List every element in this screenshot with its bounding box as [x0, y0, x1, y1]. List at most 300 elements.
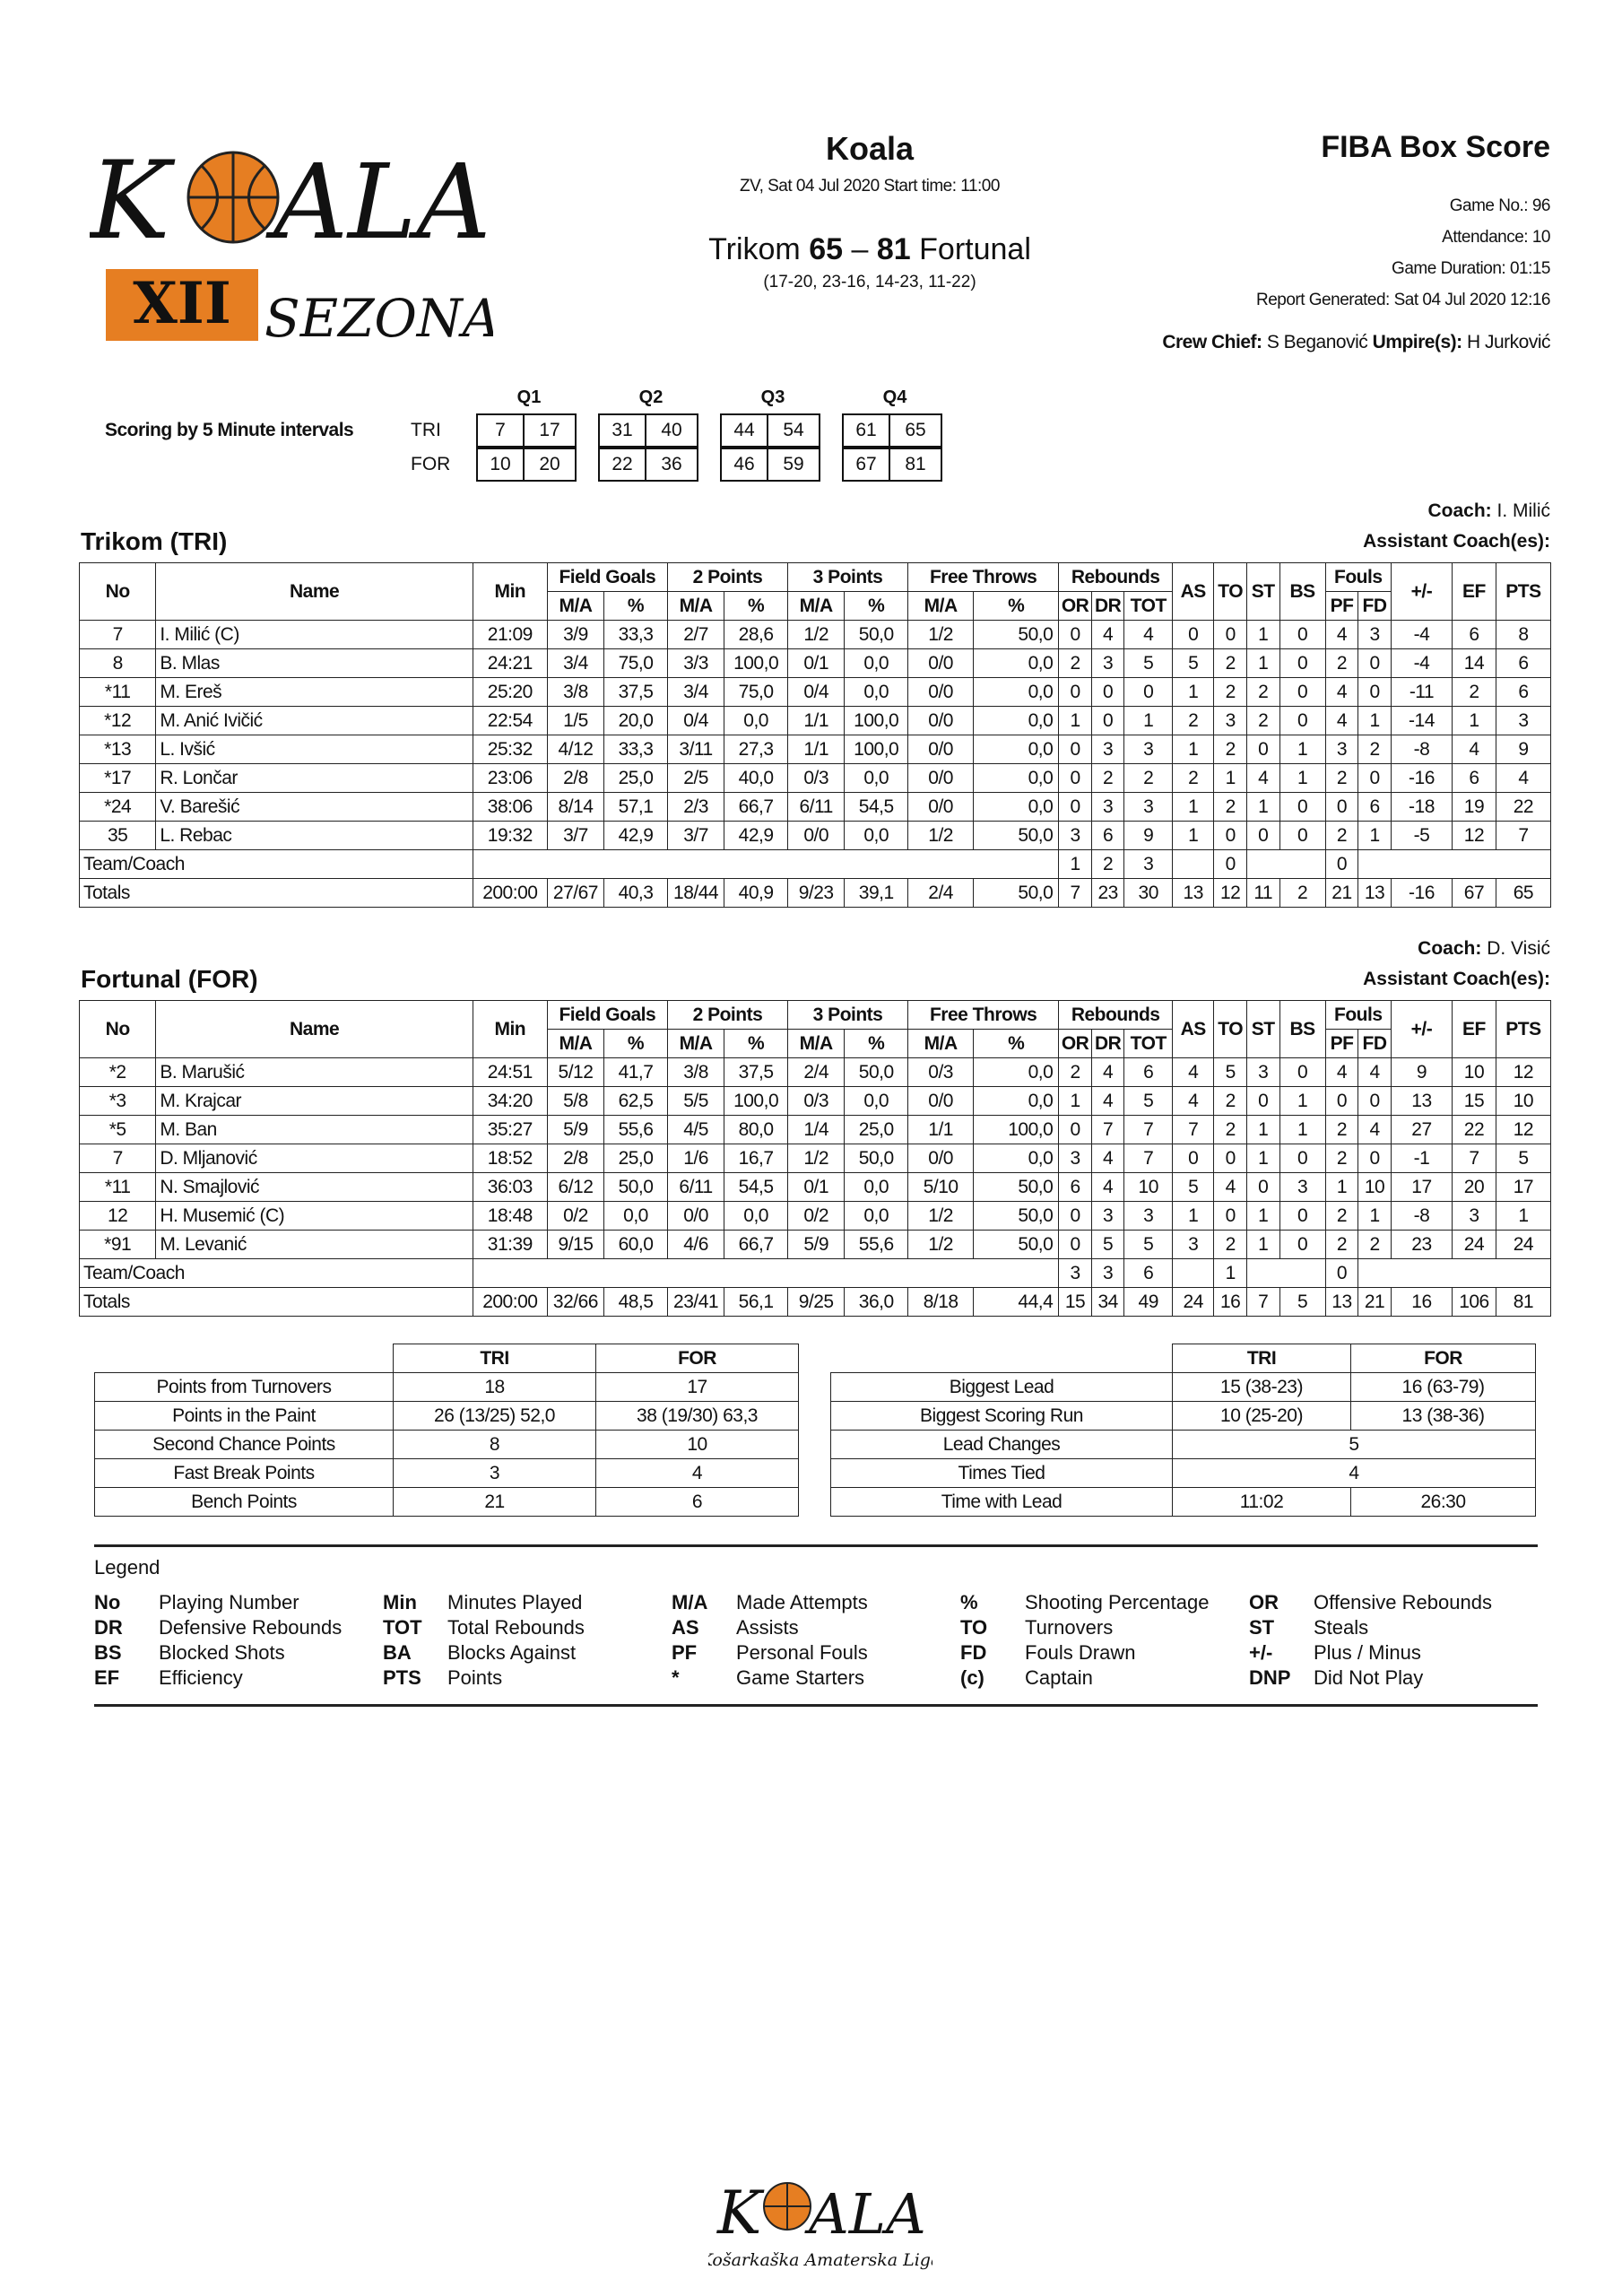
col-header-fg: Field Goals: [547, 1001, 667, 1030]
stat-cell: 0/0: [908, 707, 974, 735]
report-generated: Report Generated: Sat 04 Jul 2020 12:16: [1255, 291, 1550, 309]
totals-cell: 16: [1214, 1288, 1247, 1317]
stat-cell: 1/2: [908, 621, 974, 649]
coach-label: Coach:: [1427, 500, 1492, 521]
col-subheader-or: OR: [1059, 592, 1092, 621]
stat-cell: -8: [1391, 735, 1452, 764]
stat-cell: 3: [1214, 707, 1247, 735]
stat-cell: 3/4: [667, 678, 724, 707]
stat-cell: 31:39: [473, 1231, 547, 1259]
totals-cell: 65: [1496, 879, 1550, 908]
q3-header: Q3: [760, 387, 785, 407]
blank-header: [831, 1344, 1173, 1373]
stat-cell: *3: [80, 1087, 156, 1116]
stat-cell: 0: [1279, 793, 1325, 822]
stat-cell: 4/12: [547, 735, 603, 764]
totals-cell: 9/23: [787, 879, 844, 908]
stat-cell: 0: [1173, 621, 1214, 649]
stat-cell: 37,5: [604, 678, 668, 707]
stats-row: [831, 1402, 1536, 1431]
legend-value: Fouls Drawn: [1025, 1641, 1136, 1664]
stat-cell: 22:54: [473, 707, 547, 735]
legend-key: OR: [1249, 1591, 1279, 1613]
legend-item: [383, 1665, 585, 1691]
blank-cell: [1246, 1259, 1325, 1288]
stat-cell: 1: [1246, 649, 1279, 678]
stat-cell: 0: [1325, 1087, 1358, 1116]
stat-cell: -5: [1391, 822, 1452, 850]
stat-cell: 0: [1214, 1144, 1247, 1173]
stat-cell: 66,7: [724, 793, 788, 822]
interval-box: [720, 448, 820, 482]
stats-value: 26:30: [1351, 1488, 1536, 1517]
stats-value: 4: [1173, 1459, 1536, 1488]
stat-cell: 60,0: [604, 1231, 668, 1259]
legend-value: Did Not Play: [1314, 1666, 1424, 1689]
stats-value: 13 (38-36): [1351, 1402, 1536, 1431]
stat-cell: 5: [1124, 1231, 1173, 1259]
stat-cell: 24:21: [473, 649, 547, 678]
player-row: [80, 678, 1551, 707]
stat-cell: 0,0: [724, 1202, 788, 1231]
stat-cell: 50,0: [974, 621, 1059, 649]
stat-cell: 3/3: [667, 649, 724, 678]
col-subheader-pf: PF: [1325, 1030, 1358, 1058]
totals-cell: 13: [1358, 879, 1392, 908]
stat-cell: 0/0: [787, 822, 844, 850]
totals-cell: 8/18: [908, 1288, 974, 1317]
stat-cell: 0,0: [974, 707, 1059, 735]
stat-cell: 54,5: [724, 1173, 788, 1202]
interval-value: 31: [600, 415, 646, 446]
footer-tagline: Košarkaška Amaterska Liga: [708, 2250, 932, 2270]
stat-cell: *11: [80, 678, 156, 707]
stat-cell: 0,0: [845, 678, 908, 707]
stat-cell: 0: [1279, 1202, 1325, 1231]
stat-cell: 4: [1358, 1058, 1392, 1087]
legend-key: PTS: [383, 1666, 421, 1689]
stat-cell: 1/2: [908, 1231, 974, 1259]
stat-cell: 2: [1214, 1087, 1247, 1116]
stat-cell: 1/2: [787, 621, 844, 649]
stat-cell: 4: [1214, 1173, 1247, 1202]
stat-cell: 3: [1124, 793, 1173, 822]
stats-value: 6: [596, 1488, 799, 1517]
totals-cell: 7: [1246, 1288, 1279, 1317]
legend-key: TO: [960, 1616, 988, 1639]
stat-cell: 0: [1214, 621, 1247, 649]
stat-cell: 25,0: [604, 764, 668, 793]
legend-key: DR: [94, 1616, 123, 1639]
umpires: H Jurković: [1466, 332, 1550, 352]
q2-header: Q2: [638, 387, 664, 407]
legend: [94, 1544, 1538, 1707]
col-header-name: Name: [156, 563, 473, 621]
stat-cell: 0,0: [724, 707, 788, 735]
stat-cell: 0,0: [604, 1202, 668, 1231]
stat-cell: 0: [1059, 735, 1092, 764]
interval-box: [720, 413, 820, 448]
stats-header: TRI: [394, 1344, 596, 1373]
col-header-no: No: [80, 1001, 156, 1058]
stat-cell: 0: [1091, 707, 1124, 735]
umpires-label: Umpire(s):: [1372, 332, 1462, 352]
col-subheader-ma: M/A: [908, 1030, 974, 1058]
stat-cell: 19:32: [473, 822, 547, 850]
stat-cell: 1: [1059, 850, 1092, 879]
stat-cell: 33,3: [604, 621, 668, 649]
totals-cell: 106: [1453, 1288, 1496, 1317]
stat-cell: 42,9: [724, 822, 788, 850]
stat-cell: 3: [1496, 707, 1550, 735]
col-header-st: ST: [1246, 563, 1279, 621]
interval-value: 44: [722, 415, 768, 446]
col-subheader-pct: %: [604, 1030, 668, 1058]
stat-cell: 2: [1091, 850, 1124, 879]
stat-cell: D. Mljanović: [156, 1144, 473, 1173]
stat-cell: 0,0: [974, 1058, 1059, 1087]
stat-cell: 3/9: [547, 621, 603, 649]
stat-cell: 2: [1246, 707, 1279, 735]
stat-cell: 8/14: [547, 793, 603, 822]
legend-key: EF: [94, 1666, 120, 1689]
stat-cell: 0: [1279, 649, 1325, 678]
logo-letter-k: K: [90, 139, 170, 264]
stats-label: Biggest Lead: [831, 1373, 1173, 1402]
stat-cell: 0,0: [974, 678, 1059, 707]
koala-logo: [90, 135, 493, 368]
stat-cell: 6: [1496, 649, 1550, 678]
stat-cell: -4: [1391, 649, 1452, 678]
stat-cell: 1: [1246, 793, 1279, 822]
stat-cell: 19: [1453, 793, 1496, 822]
totals-cell: 13: [1173, 879, 1214, 908]
stat-cell: 1: [1059, 707, 1092, 735]
stat-cell: 2: [1358, 1231, 1392, 1259]
totals-row: [80, 879, 1551, 908]
col-header-as: AS: [1173, 563, 1214, 621]
stat-cell: 3: [1091, 793, 1124, 822]
stat-cell: 0: [1358, 1144, 1392, 1173]
stat-cell: B. Marušić: [156, 1058, 473, 1087]
stats-label: Points from Turnovers: [95, 1373, 394, 1402]
player-row: [80, 621, 1551, 649]
team2-assistant: Assistant Coach(es):: [1363, 969, 1550, 989]
stat-cell: 3: [1059, 822, 1092, 850]
stat-cell: 25,0: [845, 1116, 908, 1144]
stat-cell: 14: [1453, 649, 1496, 678]
stat-cell: 2: [1091, 764, 1124, 793]
legend-value: Playing Number: [159, 1591, 299, 1613]
score-dash: –: [851, 232, 869, 266]
stat-cell: 1/1: [787, 735, 844, 764]
totals-cell: 5: [1279, 1288, 1325, 1317]
stat-cell: 0: [1358, 649, 1392, 678]
stat-cell: 0: [1325, 793, 1358, 822]
stat-cell: M. Ereš: [156, 678, 473, 707]
stat-cell: 0: [1059, 1202, 1092, 1231]
col-subheader-ma: M/A: [667, 592, 724, 621]
stat-cell: 1/6: [667, 1144, 724, 1173]
blank-cell: [473, 850, 1058, 879]
stat-cell: 5/8: [547, 1087, 603, 1116]
col-header-pts: PTS: [1496, 1001, 1550, 1058]
stat-cell: 27,3: [724, 735, 788, 764]
player-row: [80, 793, 1551, 822]
stat-cell: 7: [1124, 1116, 1173, 1144]
stat-cell: 6/12: [547, 1173, 603, 1202]
legend-title: Legend: [94, 1556, 160, 1578]
stat-cell: 1/5: [547, 707, 603, 735]
col-header-st: ST: [1246, 1001, 1279, 1058]
col-subheader-pct: %: [724, 1030, 788, 1058]
stat-cell: 0: [1059, 1116, 1092, 1144]
stat-cell: 1: [1358, 707, 1392, 735]
footer-logo: [708, 2161, 932, 2278]
stat-cell: L. Rebac: [156, 822, 473, 850]
stats-value: 5: [1173, 1431, 1536, 1459]
blank-cell: [1358, 1259, 1551, 1288]
totals-cell: Totals: [80, 1288, 473, 1317]
legend-value: Personal Fouls: [736, 1641, 868, 1664]
legend-value: Plus / Minus: [1314, 1641, 1421, 1664]
stat-cell: 0: [1246, 1087, 1279, 1116]
interval-value: 65: [905, 420, 926, 440]
stat-cell: 8: [80, 649, 156, 678]
stat-cell: 0: [1059, 793, 1092, 822]
stats-value: 11:02: [1173, 1488, 1351, 1517]
stat-cell: 0: [1059, 621, 1092, 649]
col-header-reb: Rebounds: [1059, 563, 1173, 592]
stat-cell: 0: [1358, 764, 1392, 793]
stat-cell: 42,9: [604, 822, 668, 850]
legend-value: Minutes Played: [447, 1591, 583, 1613]
stat-cell: -4: [1391, 621, 1452, 649]
stat-cell: 0/0: [667, 1202, 724, 1231]
legend-key: TOT: [383, 1616, 422, 1639]
interval-box: [842, 448, 942, 482]
interval-value: 17: [539, 420, 560, 440]
stat-cell: 13: [1391, 1087, 1452, 1116]
stat-cell: 2: [1214, 1231, 1247, 1259]
stat-cell: 0/4: [667, 707, 724, 735]
col-header-as: AS: [1173, 1001, 1214, 1058]
stats-value: 15 (38-23): [1173, 1373, 1351, 1402]
stat-cell: 2: [1173, 764, 1214, 793]
stat-cell: 3: [1279, 1173, 1325, 1202]
team2-coach: [1418, 938, 1550, 960]
stat-cell: 2/7: [667, 621, 724, 649]
stat-cell: 6: [1496, 678, 1550, 707]
game-flow-table: [830, 1344, 1536, 1517]
col-subheader-or: OR: [1059, 1030, 1092, 1058]
stat-cell: 25:32: [473, 735, 547, 764]
stat-cell: 1/1: [787, 707, 844, 735]
stat-cell: 0/0: [908, 1087, 974, 1116]
stat-cell: 6: [1059, 1173, 1092, 1202]
stat-cell: 55,6: [845, 1231, 908, 1259]
interval-value: 10: [478, 449, 525, 480]
stat-cell: 0,0: [845, 649, 908, 678]
home-score: 65: [809, 232, 844, 266]
stat-cell: 2: [1325, 1116, 1358, 1144]
stat-cell: 0,0: [974, 764, 1059, 793]
stat-cell: 3: [1091, 1259, 1124, 1288]
stat-cell: 2/5: [667, 764, 724, 793]
stats-row: [95, 1431, 799, 1459]
stat-cell: 50,0: [845, 1144, 908, 1173]
crew-chief: S Beganović: [1266, 332, 1368, 352]
player-row: [80, 1173, 1551, 1202]
stat-cell: 5: [1496, 1144, 1550, 1173]
stat-cell: 4: [1091, 1173, 1124, 1202]
stat-cell: 4: [1496, 764, 1550, 793]
stat-cell: 100,0: [845, 735, 908, 764]
stat-cell: 9/15: [547, 1231, 603, 1259]
interval-box: [598, 448, 698, 482]
stats-label: Lead Changes: [831, 1431, 1173, 1459]
legend-key: BA: [383, 1641, 412, 1664]
stat-cell: 5: [1124, 1087, 1173, 1116]
stat-cell: 0: [1325, 850, 1358, 879]
col-header-p3: 3 Points: [787, 563, 907, 592]
stat-cell: 4: [1091, 621, 1124, 649]
legend-item: [672, 1615, 868, 1640]
scoring-team-tri: TRI: [411, 420, 441, 440]
col-subheader-ma: M/A: [667, 1030, 724, 1058]
team1-coach: [1427, 500, 1550, 522]
player-row: [80, 764, 1551, 793]
totals-cell: -16: [1391, 879, 1452, 908]
stat-cell: 0: [1059, 678, 1092, 707]
stat-cell: N. Smajlović: [156, 1173, 473, 1202]
legend-item: [94, 1590, 342, 1615]
totals-cell: 50,0: [974, 879, 1059, 908]
team-coach-row: [80, 850, 1551, 879]
team1-title: Trikom (TRI): [81, 527, 228, 555]
totals-cell: 13: [1325, 1288, 1358, 1317]
stat-cell: 20: [1453, 1173, 1496, 1202]
stat-cell: 1: [1358, 1202, 1392, 1231]
stat-cell: 0: [1279, 1231, 1325, 1259]
stat-cell: 62,5: [604, 1087, 668, 1116]
q1-header: Q1: [516, 387, 542, 407]
blank-cell: [1173, 850, 1214, 879]
legend-value: Shooting Percentage: [1025, 1591, 1210, 1613]
crew-chief-label: Crew Chief:: [1162, 332, 1262, 352]
stat-cell: 0: [1124, 678, 1173, 707]
blank-cell: [473, 1259, 1058, 1288]
totals-cell: 30: [1124, 879, 1173, 908]
q4-header: Q4: [882, 387, 907, 407]
legend-column: [1249, 1590, 1492, 1691]
stat-cell: 21:09: [473, 621, 547, 649]
stat-cell: 3: [1091, 1202, 1124, 1231]
stat-cell: 1: [1453, 707, 1496, 735]
interval-value: 22: [600, 449, 646, 480]
stat-cell: 1: [1173, 735, 1214, 764]
col-subheader-pct: %: [724, 592, 788, 621]
stat-cell: 7: [1124, 1144, 1173, 1173]
stat-cell: 1: [1325, 1173, 1358, 1202]
col-header-min: Min: [473, 1001, 547, 1058]
col-subheader-pct: %: [845, 1030, 908, 1058]
stat-cell: 0: [1091, 678, 1124, 707]
totals-cell: 44,4: [974, 1288, 1059, 1317]
stat-cell: 37,5: [724, 1058, 788, 1087]
logo-roman: XII: [133, 270, 231, 337]
stat-cell: 10: [1453, 1058, 1496, 1087]
interval-value: 61: [844, 415, 890, 446]
footer-logo-ala: ALA: [809, 2181, 926, 2247]
stat-cell: R. Lončar: [156, 764, 473, 793]
legend-key: DNP: [1249, 1666, 1291, 1689]
stat-cell: 6: [1124, 1058, 1173, 1087]
stat-cell: -18: [1391, 793, 1452, 822]
stat-cell: 0: [1214, 850, 1247, 879]
logo-sezona: SEZONA: [265, 288, 493, 349]
stat-cell: 50,0: [845, 621, 908, 649]
stat-cell: 3: [1325, 735, 1358, 764]
col-subheader-pct: %: [845, 592, 908, 621]
stat-cell: 55,6: [604, 1116, 668, 1144]
stat-cell: 0,0: [974, 735, 1059, 764]
stat-cell: 23:06: [473, 764, 547, 793]
stat-cell: 23: [1391, 1231, 1452, 1259]
stats-label: Time with Lead: [831, 1488, 1173, 1517]
team-coach-row: [80, 1259, 1551, 1288]
col-header-to: TO: [1214, 563, 1247, 621]
attendance: Attendance: 10: [1442, 228, 1550, 247]
stat-cell: 1/2: [908, 822, 974, 850]
stats-row: [831, 1373, 1536, 1402]
stat-cell: 0,0: [845, 822, 908, 850]
stats-row: [831, 1488, 1536, 1517]
stat-cell: 3/8: [667, 1058, 724, 1087]
stat-cell: 100,0: [974, 1116, 1059, 1144]
stat-cell: 0: [1279, 1144, 1325, 1173]
stat-cell: 5/9: [547, 1116, 603, 1144]
col-header-bs: BS: [1279, 563, 1325, 621]
col-header-to: TO: [1214, 1001, 1247, 1058]
stat-cell: 4: [1173, 1058, 1214, 1087]
player-row: [80, 707, 1551, 735]
legend-item: [960, 1665, 1210, 1691]
stat-cell: 6: [1124, 1259, 1173, 1288]
scoring-intervals-label: Scoring by 5 Minute intervals: [105, 420, 354, 440]
legend-item: [94, 1640, 342, 1665]
legend-value: Steals: [1314, 1616, 1369, 1639]
stat-cell: 4/6: [667, 1231, 724, 1259]
coach-name: I. Milić: [1496, 500, 1550, 521]
stat-cell: 25:20: [473, 678, 547, 707]
interval-value: 54: [783, 420, 804, 440]
stat-cell: 6: [1358, 793, 1392, 822]
totals-cell: 9/25: [787, 1288, 844, 1317]
stat-cell: 4: [1325, 678, 1358, 707]
legend-value: Blocks Against: [447, 1641, 577, 1664]
stat-cell: 5/5: [667, 1087, 724, 1116]
totals-cell: 32/66: [547, 1288, 603, 1317]
stat-cell: -1: [1391, 1144, 1452, 1173]
legend-value: Game Starters: [736, 1666, 865, 1689]
col-header-ef: EF: [1453, 563, 1496, 621]
coach-label: Coach:: [1418, 938, 1482, 959]
stat-cell: 35:27: [473, 1116, 547, 1144]
stat-cell: -11: [1391, 678, 1452, 707]
totals-cell: 40,3: [604, 879, 668, 908]
stat-cell: 0,0: [845, 764, 908, 793]
